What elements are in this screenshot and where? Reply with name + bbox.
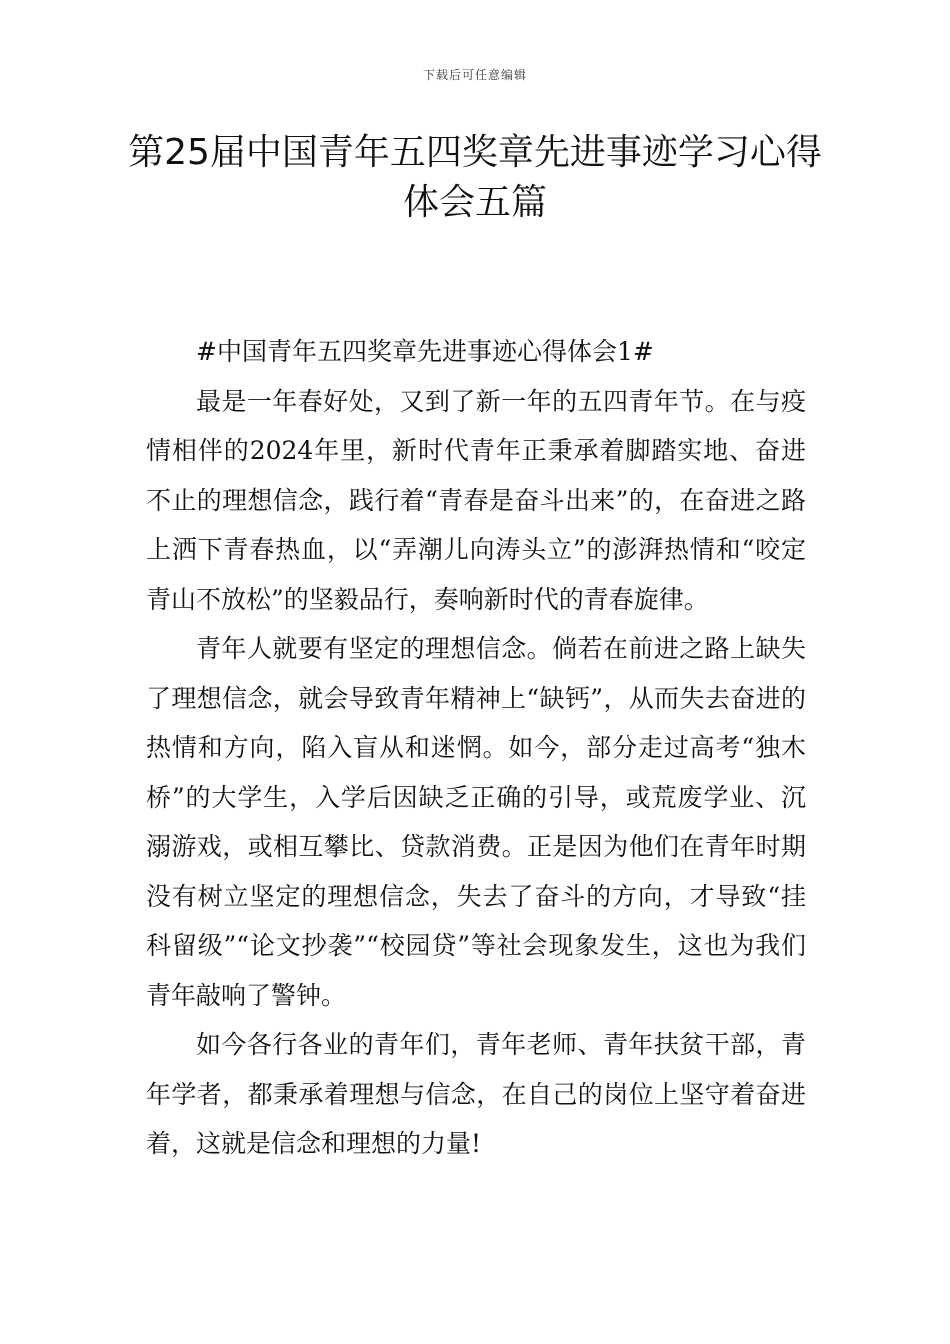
header-note: 下载后可任意编辑: [422, 68, 527, 82]
paragraph: 如今各行各业的青年们，青年老师、青年扶贫干部，青年学者，都秉承着理想与信念，在自己的岗位上坚守着奋进着，这就是信念和理想的力量!: [146, 1030, 806, 1158]
paragraph: 青年人就要有坚定的理想信念。倘若在前进之路上缺失了理想信念，就会导致青年精神上“缺钙”，从而失去奋进的热情和方向，陷入盲从和迷惘。如今，部分走过高考“独木桥”的大学生，入学后因缺乏正确的引导，或荒废学业、沉溺游戏，或相互攀比、贷款消费。正是因为他们在青年时期没有树立坚定的理想信念，失去了奋斗的方向，才导致“挂科留级”“论文抄袭”“校园贷”等社会现象发生，这也为我们青年敲响了警钟。: [146, 634, 806, 1010]
document-body: [146, 327, 806, 1169]
document-title: 第25届中国青年五四奖章先进事迹学习心得体会五篇: [128, 132, 822, 223]
section-heading: #中国青年五四奖章先进事迹心得体会1#: [196, 337, 654, 366]
paragraph: 最是一年春好处，又到了新一年的五四青年节。在与疫情相伴的2024年里，新时代青年正秉承着脚踏实地、奋进不止的理想信念，践行着“青春是奋斗出来”的，在奋进之路上洒下青春热血，以“弄潮儿向涛头立”的澎湃热情和“咬定青山不放松”的坚毅品行，奏响新时代的青春旋律。: [146, 386, 806, 614]
